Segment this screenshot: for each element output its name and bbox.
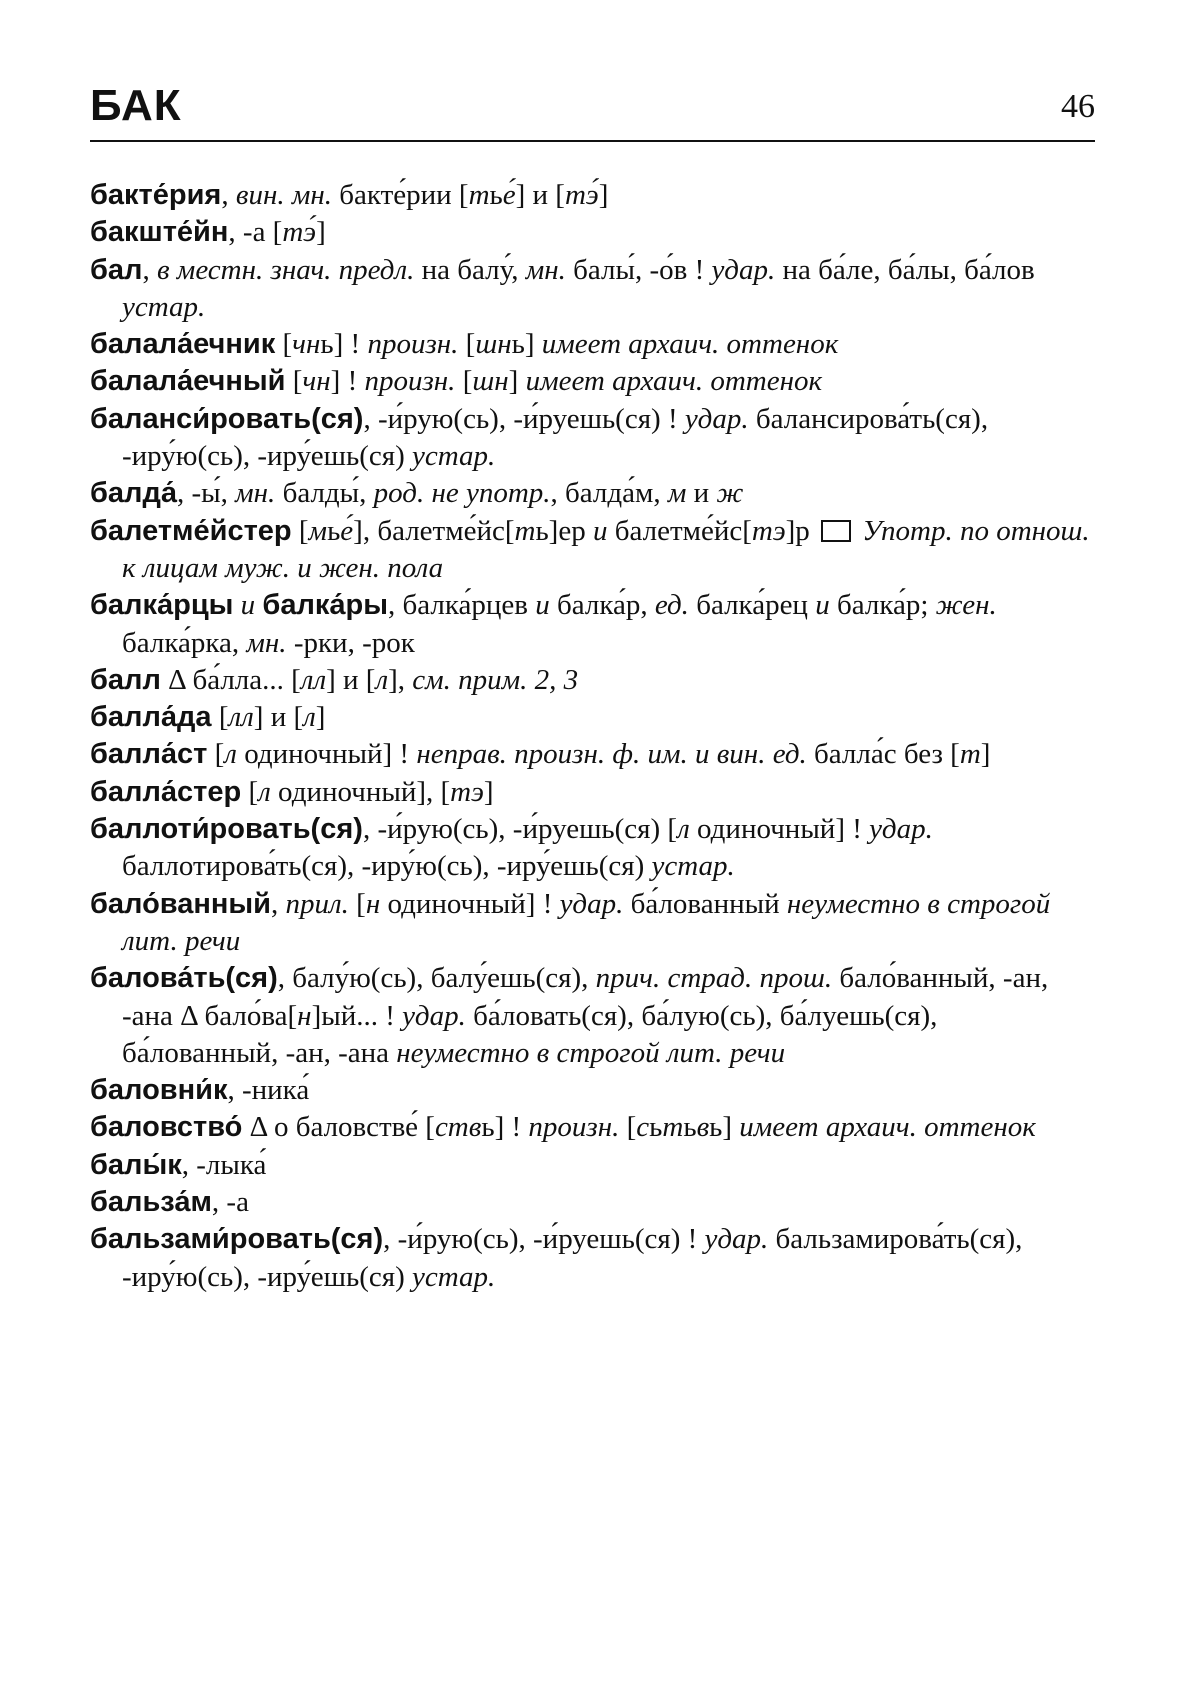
entry-text: , -лыка́	[181, 1148, 267, 1181]
grammar-note: мн.	[246, 626, 287, 659]
grammar-note: и	[592, 514, 608, 547]
grammar-note: произн.	[364, 365, 456, 398]
dictionary-entry	[90, 886, 1095, 961]
grammar-note: е́	[340, 514, 354, 547]
entry-text: бальзамирова́ть(ся), -иру́ю(сь), -иру́ешь(ся)	[122, 1223, 1023, 1293]
grammar-note: шн	[475, 328, 512, 361]
grammar-note: л	[677, 813, 690, 846]
grammar-note: имеет архаич. оттенок	[739, 1111, 1036, 1144]
headword: бало́ванный	[90, 887, 271, 920]
headword: балл	[90, 663, 161, 696]
grammar-note: устар.	[651, 850, 735, 883]
grammar-note: т	[959, 738, 981, 771]
entry-text: Δ ба́лла... [	[160, 663, 301, 696]
grammar-note: мн.	[525, 253, 566, 286]
entry-text: ]	[315, 701, 326, 734]
grammar-note: тэ́	[282, 216, 317, 249]
entry-text: [	[285, 365, 303, 398]
grammar-note: Употр. по отнош. к лицам муж. и жен. пола	[122, 514, 1090, 584]
grammar-note: т	[514, 514, 536, 547]
entry-text: ь	[649, 1111, 663, 1144]
entry-text: , балка́рцев	[388, 589, 536, 622]
dictionary-entry	[90, 662, 1095, 699]
entry-text: Δ о баловстве́ [	[242, 1111, 435, 1144]
grammar-note: н	[365, 887, 381, 920]
entry-text: бало́ванный, -ан, -ана Δ бало́ва[	[122, 962, 1049, 1032]
grammar-note: устар.	[412, 1260, 496, 1293]
headword: балла́да	[90, 701, 212, 734]
grammar-note: лл	[228, 701, 254, 734]
headword: балетме́йстер	[90, 514, 292, 547]
headword: баловство́	[90, 1111, 243, 1144]
dictionary-entry	[90, 587, 1095, 662]
grammar-note: ж	[716, 477, 744, 510]
dictionary-entry	[90, 363, 1095, 400]
headword: балда́	[90, 477, 177, 510]
entry-text: [	[619, 1111, 637, 1144]
entry-text: ,	[221, 179, 236, 211]
grammar-note: ств	[434, 1111, 482, 1144]
grammar-note: удар.	[869, 813, 933, 846]
entry-text: ]	[316, 216, 326, 249]
page-header	[90, 80, 1095, 142]
entry-text: ]	[980, 738, 991, 771]
dictionary-entry	[90, 1184, 1095, 1221]
entry-text: балка́рка,	[122, 626, 247, 659]
entry-text: ь	[327, 514, 341, 547]
entry-text: ь] !	[320, 328, 368, 361]
grammar-note: л	[224, 738, 237, 771]
entry-text: [	[241, 775, 259, 808]
entry-text: ] и [	[326, 663, 376, 696]
headword: балова́ть(ся)	[90, 962, 278, 995]
headword: балла́стер	[90, 775, 242, 808]
grammar-note: удар.	[704, 1223, 769, 1256]
grammar-note: л	[375, 663, 389, 696]
grammar-note: с	[636, 1111, 650, 1144]
entry-text: ] и [	[253, 701, 304, 734]
entry-text: ь] !	[481, 1111, 529, 1144]
usage-note-box-icon	[821, 520, 851, 542]
page-number: 46	[1061, 88, 1095, 125]
dictionary-entry	[90, 1147, 1095, 1184]
dictionary-entry	[90, 252, 1095, 327]
dictionary-page	[90, 0, 1095, 1700]
grammar-note: м	[308, 514, 328, 547]
grammar-note: неуместно в строгой лит. речи	[122, 887, 1051, 957]
entry-text: [	[455, 365, 473, 398]
entry-text: балансирова́ть(ся), -иру́ю(сь), -иру́ешь(ся)	[122, 402, 989, 473]
grammar-note: род. не употр.	[373, 477, 551, 510]
dictionary-entry	[90, 1221, 1095, 1296]
entry-text: одиночный], [	[270, 775, 451, 808]
headword: балы́к	[90, 1148, 182, 1181]
headword: балла́ст	[90, 738, 208, 771]
entry-text: , балу́ю(сь), балу́ешь(ся),	[277, 962, 596, 995]
entry-text: балка́р;	[829, 589, 936, 622]
headword: бакте́рия	[90, 179, 222, 211]
entry-text: ба́ловать(ся), ба́лую(сь), ба́луешь(ся), ба́лованный, -ан, -ана	[122, 999, 938, 1069]
headword: балала́ечник	[90, 328, 276, 361]
grammar-note: удар.	[684, 402, 749, 435]
grammar-note: в	[696, 1111, 710, 1144]
grammar-note: удар.	[402, 999, 466, 1032]
grammar-note: вин. мн.	[235, 179, 332, 211]
entry-text: балды́,	[275, 477, 374, 510]
entry-text: [	[211, 701, 229, 734]
grammar-note: чн	[292, 328, 321, 361]
entry-text: ] !	[330, 365, 365, 398]
entry-text: баллотирова́ть(ся), -иру́ю(сь), -иру́ешь(ся)	[122, 850, 652, 883]
entry-text: ], балетме́йс[	[353, 514, 515, 547]
grammar-note: н	[297, 999, 312, 1032]
dictionary-entry	[90, 811, 1095, 886]
entry-text: одиночный] !	[236, 738, 417, 771]
headword: бал	[90, 253, 143, 286]
grammar-note: е́	[502, 179, 516, 211]
entry-text: ]р	[785, 514, 818, 547]
grammar-note: удар.	[711, 253, 776, 286]
guide-word: БАК	[90, 81, 182, 130]
entry-text: ба́лованный	[623, 887, 787, 920]
dictionary-entry	[90, 736, 1095, 773]
dictionary-entry	[90, 214, 1095, 251]
headword: балка́ры	[262, 589, 389, 622]
headword: баловни́к	[90, 1074, 228, 1107]
entry-text: [	[207, 738, 225, 771]
grammar-note: м	[667, 477, 687, 510]
entry-text: , -и́рую(сь), -и́руешь(ся) [	[362, 813, 678, 846]
entry-text: балы́, -о́в !	[565, 253, 712, 286]
entry-text: ь]	[511, 328, 542, 361]
dictionary-entry	[90, 475, 1095, 512]
entry-text: балла́с без [	[806, 738, 960, 771]
entry-text: [	[458, 328, 476, 361]
entry-text: ь]ер	[535, 514, 593, 547]
grammar-note: ед.	[654, 589, 689, 622]
entry-text: балетме́йс[	[607, 514, 752, 547]
entry-text: на ба́ле, ба́лы, ба́лов	[775, 253, 1035, 286]
grammar-note: тэ́	[564, 179, 599, 211]
entry-text: ь]	[709, 1111, 740, 1144]
grammar-note: прич. страд. прош.	[595, 962, 833, 995]
entry-text	[233, 589, 240, 621]
grammar-note: устар.	[122, 290, 206, 323]
headword: балка́рцы	[90, 589, 234, 622]
entry-text: ],	[388, 663, 413, 696]
dictionary-entry	[90, 326, 1095, 363]
entry-text: ]	[508, 365, 526, 398]
grammar-note: мн.	[235, 477, 276, 510]
entry-text: [	[348, 887, 366, 920]
entry-list	[90, 177, 1095, 1296]
grammar-note: тэ	[751, 514, 786, 547]
entry-text: [	[291, 514, 309, 547]
dictionary-entry	[90, 774, 1095, 811]
grammar-note: т	[468, 179, 490, 211]
grammar-note: и	[240, 589, 256, 622]
entry-text: ]	[598, 179, 609, 211]
entry-text: бакте́рии [	[331, 179, 469, 211]
entry-text: , -а	[211, 1186, 249, 1219]
grammar-note: неуместно в строгой лит. речи	[396, 1036, 786, 1069]
grammar-note: и	[535, 589, 550, 622]
entry-text: ь	[489, 179, 503, 211]
dictionary-entry	[90, 699, 1095, 736]
dictionary-entry	[90, 401, 1095, 476]
grammar-note: устар.	[412, 440, 496, 473]
entry-text: -рки, -рок	[286, 626, 415, 659]
entry-text: , -а [	[228, 216, 283, 249]
headword: балала́ечный	[90, 365, 286, 398]
headword: бальзами́ровать(ся)	[90, 1223, 384, 1256]
grammar-note: т	[662, 1111, 684, 1144]
grammar-note: прил.	[285, 887, 349, 920]
entry-text: балка́рец	[688, 589, 816, 622]
grammar-note: и	[815, 589, 830, 622]
headword: бальза́м	[90, 1186, 212, 1219]
entry-text: [	[275, 328, 293, 361]
dictionary-entry	[90, 1109, 1095, 1146]
headword: бакште́йн	[90, 216, 229, 249]
entry-text: ] и [	[515, 179, 565, 211]
entry-text: на балу́,	[414, 253, 526, 286]
dictionary-entry	[90, 177, 1095, 214]
grammar-note: шн	[472, 365, 509, 398]
headword: баланси́ровать(ся)	[90, 402, 364, 435]
grammar-note: неправ. произн. ф. им. и вин. ед.	[416, 738, 807, 771]
grammar-note: в местн. знач. предл.	[156, 253, 415, 286]
entry-text: ,	[142, 253, 157, 286]
entry-text: ,	[271, 887, 286, 920]
entry-text: ь	[683, 1111, 697, 1144]
entry-text: балка́р,	[549, 589, 655, 622]
entry-text: , балда́м,	[550, 477, 668, 510]
entry-text: одиночный] !	[689, 813, 870, 846]
grammar-note: л	[258, 775, 271, 808]
entry-text: ]ый... !	[311, 999, 403, 1032]
headword: баллоти́ровать(ся)	[90, 813, 363, 846]
grammar-note: имеет архаич. оттенок	[525, 365, 823, 398]
entry-text: , -ы́,	[177, 477, 236, 510]
grammar-note: имеет архаич. оттенок	[541, 328, 839, 361]
entry-text: одиночный] !	[380, 887, 560, 920]
grammar-note: тэ	[450, 775, 484, 808]
grammar-note: удар.	[559, 887, 624, 920]
grammar-note: произн.	[528, 1111, 620, 1144]
dictionary-entry	[90, 1072, 1095, 1109]
entry-text: ]	[483, 775, 494, 808]
grammar-note: л	[303, 701, 316, 734]
grammar-note: лл	[300, 663, 327, 696]
entry-text: и	[686, 477, 717, 510]
grammar-note: произн.	[367, 328, 459, 361]
grammar-note: жен.	[935, 589, 997, 622]
dictionary-entry	[90, 960, 1095, 1072]
dictionary-entry	[90, 513, 1095, 588]
entry-text: , -и́рую(сь), -и́руешь(ся) !	[383, 1223, 705, 1256]
entry-text: , -ника́	[227, 1074, 310, 1107]
entry-text: , -и́рую(сь), -и́руешь(ся) !	[363, 402, 685, 435]
grammar-note: чн	[302, 365, 331, 398]
grammar-note: см. прим. 2, 3	[412, 663, 579, 696]
